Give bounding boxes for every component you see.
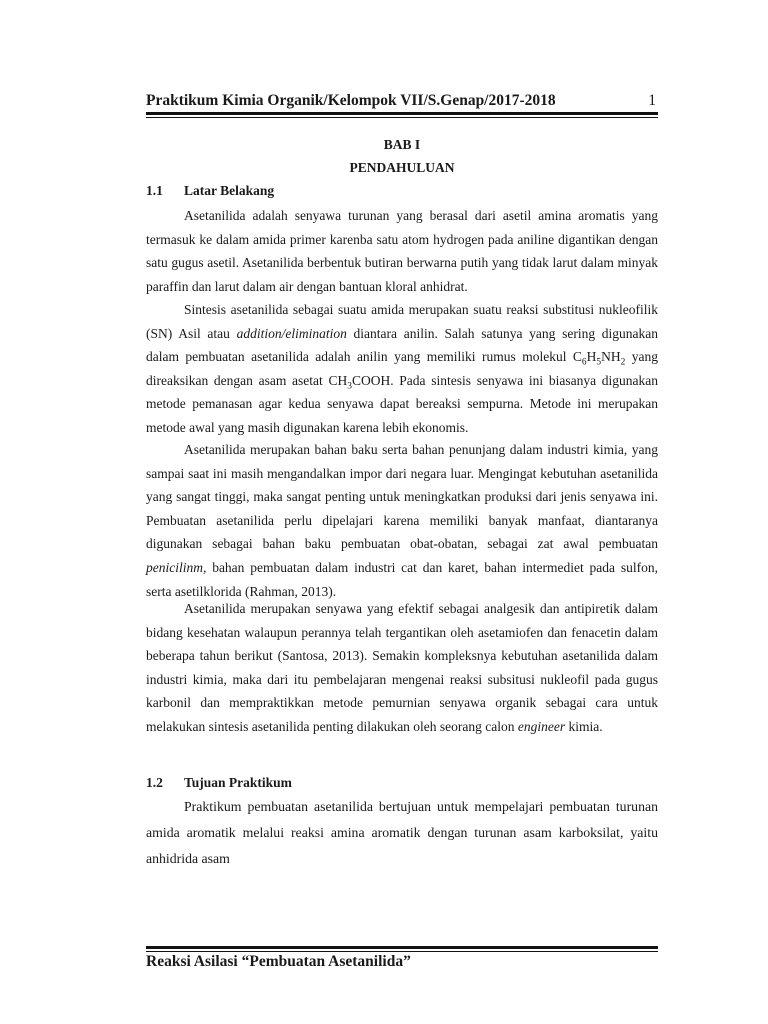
header-rule — [146, 112, 658, 115]
paragraph-2-text-e: yang direaksikan dengan asam asetat CH — [146, 349, 658, 388]
subscript: 2 — [620, 357, 626, 368]
subscript: 5 — [596, 357, 602, 368]
footer-rule — [146, 946, 658, 949]
paragraph-3-text-b: , bahan pembuatan dalam industri cat dan karet, bahan intermediet pada sulfon, serta asetilklorida (Rahman, 2013). — [146, 559, 658, 599]
paragraph-3-text-a: Asetanilida merupakan bahan baku serta bahan penunjang dalam industri kimia, yang sampai saat ini masih mengandalkan impor dari negara luar. Mengingat kebutuhan asetanilida yang sangat tinggi, maka sangat penting untuk meningkatkan produksi dari jenis senyawa ini. Pembuatan asetanilida perlu dipelajari karena memiliki banyak manfaat, diantaranya digunakan sebagai bahan baku pembuatan obat-obatan, sebagai zat awal pembuatan — [146, 442, 658, 552]
paragraph-2-text-b: diantara anilin. Salah satunya yang sering digunakan dalam pembuatan asetanilida adalah anilin yang memiliki rumus molekul C — [146, 325, 659, 365]
header-title: Praktikum Kimia Organik/Kelompok VII/S.Genap/2017-2018 — [146, 92, 556, 109]
paragraph-2-italic: addition/elimination — [236, 325, 347, 341]
subscript: 3 — [347, 381, 352, 392]
paragraph-3-italic: penicilinm — [146, 559, 203, 575]
section-number: 1.1 — [146, 183, 163, 198]
section-number: 1.2 — [146, 775, 163, 790]
section-heading-1-1 — [146, 183, 274, 199]
paragraph-2-text-d: NH — [601, 349, 621, 365]
paragraph-1: Asetanilida adalah senyawa turunan yang berasal dari asetil amina aromatis yang termasuk ke dalam amida primer karenba satu atom hydrogen pada aniline digantikan dengan satu gugus asetil. Asetanilida berbentuk butiran berwarna putih yang tidak larut dalam minyak paraffin dan larut dalam air dengan bantuan kloral anhidrat. — [146, 208, 658, 294]
paragraph-4-text-b: kimia. — [565, 718, 603, 734]
paragraph-2-text-a: Sintesis asetanilida sebagai suatu amida merupakan suatu reaksi substitusi nukleofilik (SN) Asil atau — [146, 302, 658, 341]
paragraph-5: Praktikum pembuatan asetanilida bertujuan untuk mempelajari pembuatan turunan amida aromatik melalui reaksi amina aromatik dengan turunan asam karboksilat, yaitu anhidrida asam — [146, 799, 658, 866]
section-title: Tujuan Praktikum — [184, 775, 292, 790]
page-number: 1 — [648, 92, 656, 109]
paragraph-4-italic: engineer — [517, 718, 566, 734]
page-footer: Reaksi Asilasi “Pembuatan Asetanilida” — [146, 953, 411, 970]
subscript: 6 — [581, 357, 587, 368]
paragraph-2 — [146, 298, 658, 440]
paragraph-2-text-c: H — [586, 349, 597, 365]
chapter-title: PENDAHULUAN — [349, 160, 455, 175]
paragraph-2-text-f: COOH. Pada sintesis senyawa ini biasanya digunakan metode pemanasan agar kedua senyawa dapat bereaksi sempurna. Metode ini merupakan metode awal yang masih digunakan karena lebih ekonomis. — [146, 372, 658, 435]
paragraph-4 — [146, 597, 658, 739]
footer-rule-thin — [146, 951, 658, 952]
paragraph-4-text-a: Asetanilida merupakan senyawa yang efektif sebagai analgesik dan antipiretik dalam bidang kesehatan walaupun perannya telah tergantikan oleh asetamiofen dan fenacetin dalam beberapa tahun berikut (Santosa, 2013). Semakin kompleksnya kebutuhan asetanilida dalam industri kimia, maka dari itu pembelajaran mengenai reaksi subsitusi nukleofil pada gugus karbonil dan mempraktikkan metode pemurnian senyawa organik sebagai cara untuk melakukan sintesis asetanilida penting dilakukan oleh seorang calon — [146, 601, 658, 734]
page-header — [146, 92, 656, 110]
header-rule-thin — [146, 117, 658, 118]
chapter-label: BAB I — [383, 137, 421, 152]
section-heading-1-2 — [146, 775, 292, 791]
paragraph-3 — [146, 438, 658, 603]
section-title: Latar Belakang — [184, 183, 275, 198]
